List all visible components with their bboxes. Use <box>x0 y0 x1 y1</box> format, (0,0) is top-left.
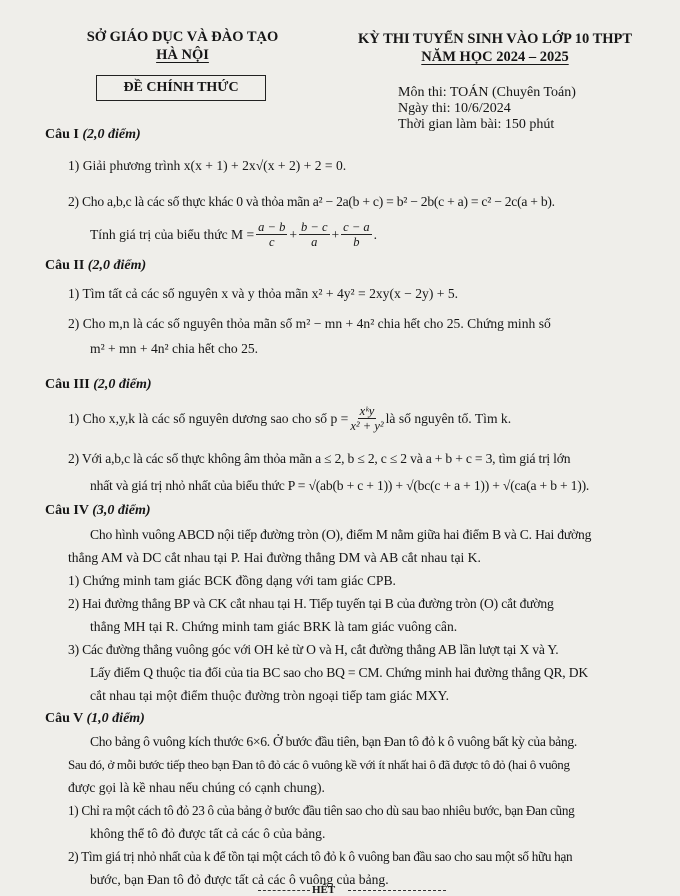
fraction-2-denominator: a <box>311 235 318 249</box>
section-4-points: (3,0 điểm) <box>92 503 151 518</box>
q4-intro-line1: Cho hình vuông ABCD nội tiếp đường tròn (O), điểm M nằm giữa hai điểm B và C. Hai đường <box>90 527 592 542</box>
q4-part2: 2) Hai đường thẳng BP và CK cắt nhau tại H. Tiếp tuyến tại B của đường tròn (O) cắt đường <box>68 596 554 611</box>
section-4-heading <box>45 503 151 519</box>
section-2-heading <box>45 258 146 274</box>
section-4-title: Câu IV <box>45 503 89 518</box>
q2-part2-cont: m² + mn + 4n² chia hết cho 25. <box>90 341 259 356</box>
fraction-1-denominator: c <box>268 235 275 249</box>
section-3-heading <box>45 377 152 393</box>
q1-expression-text: Tính giá trị của biểu thức M = <box>90 226 255 242</box>
section-3-title: Câu III <box>45 377 90 392</box>
q4-part3-cont2: cắt nhau tại một điểm thuộc đường tròn ngoại tiếp tam giác MXY. <box>90 688 449 703</box>
date-line: Ngày thi: 10/6/2024 <box>398 101 511 116</box>
q5-intro-line1: Cho bảng ô vuông kích thước 6×6. Ở bước đầu tiên, bạn Đan tô đỏ k ô vuông bất kỳ của bảng. <box>90 734 577 749</box>
q2-part2: 2) Cho m,n là các số nguyên thỏa mãn số m² − mn + 4n² chia hết cho 25. Chứng minh số <box>68 316 551 331</box>
q5-part2: 2) Tìm giá trị nhỏ nhất của k để tồn tại một cách tô đỏ k ô vuông ban đầu sao cho sau một số hữu hạn <box>68 849 573 864</box>
fraction-1-numerator: a − b <box>258 220 286 234</box>
fraction-p-denominator: x² + y² <box>350 419 384 433</box>
q3-part2-cont: nhất và giá trị nhỏ nhất của biểu thức P = √(ab(b + c + 1)) + √(bc(c + a + 1)) + √(ca(a + b + 1)). <box>90 478 590 493</box>
q4-part2-cont: thẳng MH tại R. Chứng minh tam giác BRK là tam giác vuông cân. <box>90 619 458 634</box>
official-label: ĐỀ CHÍNH THỨC <box>123 80 239 95</box>
section-5-points: (1,0 điểm) <box>86 711 145 726</box>
q5-part1-cont: không thể tô đỏ được tất cả các ô của bảng. <box>90 826 326 841</box>
section-1-points: (2,0 điểm) <box>82 127 141 142</box>
department-name: SỞ GIÁO DỤC VÀ ĐÀO TẠO <box>86 29 279 45</box>
q1-part1: 1) Giải phương trình x(x + 1) + 2x√(x + 2) + 2 = 0. <box>68 158 347 173</box>
q3-part1 <box>68 404 511 433</box>
q5-intro-line3: được gọi là kề nhau nếu chúng có cạnh chung). <box>68 780 325 795</box>
section-5-heading <box>45 711 145 727</box>
q3-part1-text: 1) Cho x,y,k là các số nguyên dương sao cho số p = <box>68 410 349 426</box>
fraction-p <box>350 404 383 433</box>
q4-intro-line2: thẳng AM và DC cắt nhau tại P. Hai đường thẳng DM và AB cắt nhau tại K. <box>68 550 481 565</box>
footer-rule-left <box>258 890 310 891</box>
q5-part1: 1) Chỉ ra một cách tô đỏ 23 ô của bảng ở bước đầu tiên sao cho dù sau bao nhiêu bước, bạn Đan cũng <box>68 803 575 818</box>
q2-part1: 1) Tìm tất cả các số nguyên x và y thỏa mãn x² + 4y² = 2xy(x − 2y) + 5. <box>68 286 459 301</box>
subject-line: Môn thi: TOÁN (Chuyên Toán) <box>398 85 576 100</box>
fraction-3-numerator: c − a <box>343 220 370 234</box>
q4-part3: 3) Các đường thẳng vuông góc với OH kẻ từ O và H, cắt đường thẳng AB lần lượt tại X và Y. <box>68 642 559 657</box>
footer-rule-right <box>348 890 446 891</box>
section-2-points: (2,0 điểm) <box>87 258 147 273</box>
fraction-3-denominator: b <box>353 235 360 249</box>
fraction-b-c-over-a <box>299 220 329 249</box>
section-5-title: Câu V <box>45 711 84 726</box>
fraction-p-numerator: xᵏy <box>359 404 375 418</box>
q3-part2: 2) Với a,b,c là các số thực không âm thỏa mãn a ≤ 2, b ≤ 2, c ≤ 2 và a + b + c = 3, tìm giá trị lớn <box>68 451 571 466</box>
end-marker: HẾT <box>312 884 336 896</box>
school-year: NĂM HỌC 2024 – 2025 <box>421 49 569 65</box>
q3-part1-tail: là số nguyên tố. Tìm k. <box>385 410 512 426</box>
q4-part3-cont1: Lấy điểm Q thuộc tia đối của tia BC sao cho BQ = CM. Chứng minh hai đường thẳng QR, DK <box>90 665 588 680</box>
city-name: HÀ NỘI <box>156 47 209 63</box>
fraction-a-b-over-c <box>256 220 287 249</box>
official-label-box <box>96 75 266 101</box>
duration-line: Thời gian làm bài: 150 phút <box>398 117 555 132</box>
q5-part2-cont: bước, bạn Đan tô đỏ được tất cả các ô vuông của bảng. <box>90 872 389 887</box>
section-1-title: Câu I <box>45 127 79 142</box>
q5-intro-line2: Sau đó, ở mỗi bước tiếp theo bạn Đan tô đỏ các ô vuông kề với ít nhất hai ô đã được tô đỏ (hai ô vuông <box>68 757 570 772</box>
exam-title: KỲ THI TUYỂN SINH VÀO LỚP 10 THPT <box>357 31 633 47</box>
fraction-2-numerator: b − c <box>301 220 328 234</box>
q4-part1: 1) Chứng minh tam giác BCK đồng dạng với tam giác CPB. <box>68 573 396 588</box>
section-2-title: Câu II <box>45 258 85 273</box>
q1-expression: Tính giá trị của biểu thức M = $\frac{a - b}{c}$ + $\frac{b - c}{a}$ + $\frac{c - a}{b}$ . <box>90 220 378 249</box>
q1-part2: 2) Cho a,b,c là các số thực khác 0 và thỏa mãn a² − 2a(b + c) = b² − 2b(c + a) = c² − 2c(a + b). <box>68 194 555 209</box>
section-1-heading <box>45 127 141 143</box>
fraction-c-a-over-b <box>341 220 371 249</box>
section-3-points: (2,0 điểm) <box>93 377 152 392</box>
